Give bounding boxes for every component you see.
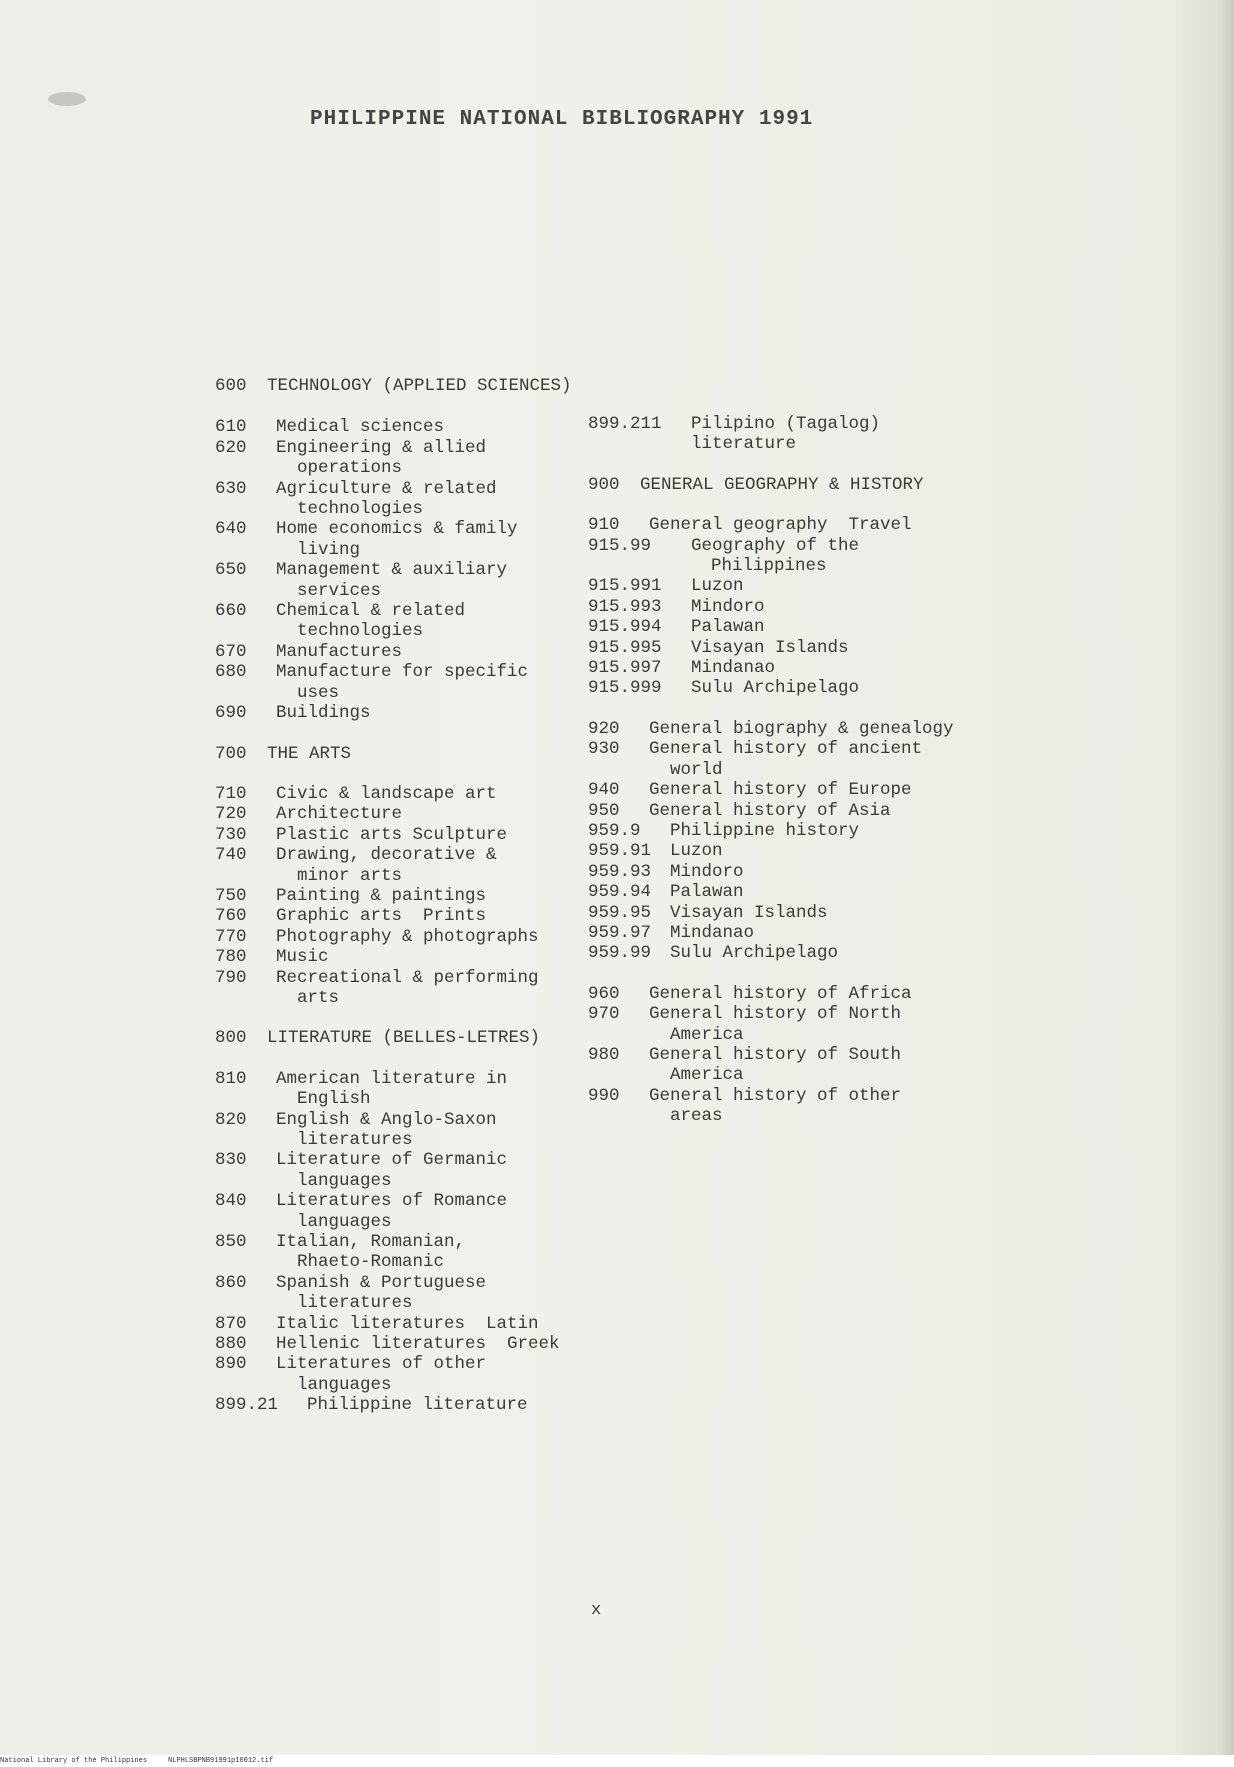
section-heading-900 [588,475,1008,495]
entry-910: 910 General geography Travel [588,515,912,536]
entry-870: 870 Italic literatures Latin [215,1313,539,1334]
entry-690: 690 Buildings [215,703,371,724]
entry-990: 990 General history of other [588,1085,902,1106]
entry-930: 930 General history of ancient [588,739,923,760]
section-number: 800 [215,1028,247,1049]
entry-930-continued: world [670,759,723,780]
entry-810-continued: English [297,1089,371,1110]
entry-790-continued: arts [297,987,340,1008]
entry-959-97: 959.97 Mindanao [588,922,755,943]
entry-650-continued: services [297,580,382,601]
scan-footer [0,1755,1234,1767]
entry-660: 660 Chemical & related [215,601,466,622]
entry-970-continued: America [670,1024,744,1045]
entry-680: 680 Manufacture for specific [215,662,529,683]
entry-959-9: 959.9 Philippine history [588,820,860,841]
entry-710: 710 Civic & landscape art [215,783,497,804]
entry-915-99: 915.99 Geography of the [588,535,860,556]
entry-950: 950 General history of Asia [588,800,891,821]
entry-620: 620 Engineering & allied [215,437,487,458]
entry-850: 850 Italian, Romanian, [215,1232,466,1253]
entry-810: 810 American literature in [215,1068,508,1089]
entry-680-continued: uses [297,682,340,703]
section-heading-700 [215,744,575,764]
entry-920: 920 General biography & genealogy [588,718,954,739]
entry-630-continued: technologies [297,499,424,520]
section-label: THE ARTS [267,743,352,764]
entry-640-continued: living [297,539,361,560]
entry-730: 730 Plastic arts Sculpture [215,824,508,845]
entry-970: 970 General history of North [588,1004,902,1025]
entry-650: 650 Management & auxiliary [215,560,508,581]
entry-660-continued: technologies [297,621,424,642]
entry-899-211-continued: literature [691,434,797,455]
entry-840: 840 Literatures of Romance [215,1191,508,1212]
entry-830-continued: languages [297,1170,392,1191]
entry-820-continued: literatures [297,1130,413,1150]
entry-915-997: 915.997 Mindanao [588,658,776,679]
entry-959-99: 959.99 Sulu Archipelago [588,943,839,964]
entry-990-continued: areas [670,1106,723,1127]
entry-880: 880 Hellenic literatures Greek [215,1334,560,1355]
entry-860-continued: literatures [297,1293,413,1314]
entry-670: 670 Manufactures [215,641,403,662]
section-number: 600 [215,376,247,396]
section-label: GENERAL GEOGRAPHY & HISTORY [640,474,924,495]
entry-980-continued: America [670,1065,744,1086]
entry-850-continued: Rhaeto-Romanic [297,1252,445,1273]
entry-890-continued: languages [297,1374,392,1395]
entry-899-211: 899.211 Pilipino (Tagalog) [588,414,881,434]
entry-750: 750 Painting & paintings [215,885,487,906]
entry-630: 630 Agriculture & related [215,478,497,499]
entry-980: 980 General history of South [588,1044,902,1065]
page-edge-shadow [1216,0,1234,1767]
entry-610: 610 Medical sciences [215,417,445,438]
entry-770: 770 Photography & photographs [215,926,539,947]
entry-899-21: 899.21 Philippine literature [215,1395,528,1416]
entry-830: 830 Literature of Germanic [215,1150,508,1171]
section-label: TECHNOLOGY (APPLIED SCIENCES) [267,376,572,396]
entry-640: 640 Home economics & family [215,519,518,540]
entry-720: 720 Architecture [215,804,403,825]
page-title: PHILIPPINE NATIONAL BIBLIOGRAPHY 1991 [310,108,814,131]
entry-959-94: 959.94 Palawan [588,882,744,903]
entry-915-993: 915.993 Mindoro [588,596,765,617]
entry-915-995: 915.995 Visayan Islands [588,637,849,658]
ink-smudge [48,92,86,106]
entry-915-991: 915.991 Luzon [588,576,744,597]
entry-959-91: 959.91 Luzon [588,841,723,862]
entry-620-continued: operations [297,458,403,479]
section-heading-800 [215,1028,575,1048]
entry-790: 790 Recreational & performing [215,967,539,988]
page-number: x [591,1601,602,1620]
footer-institution: National Library of the Philippines [0,1757,148,1765]
entry-959-93: 959.93 Mindoro [588,861,744,882]
entry-820: 820 English & Anglo-Saxon [215,1109,497,1130]
footer-filename: NLPHLSBPNB91991p10012.tif [168,1757,274,1765]
section-label: LITERATURE (BELLES-LETRES) [267,1028,541,1049]
entry-940: 940 General history of Europe [588,780,912,801]
section-heading-600 [215,376,575,396]
entry-960: 960 General history of Africa [588,983,912,1004]
entry-860: 860 Spanish & Portuguese [215,1272,487,1293]
entry-915-994: 915.994 Palawan [588,617,765,638]
entry-740-continued: minor arts [297,865,403,886]
right-column [588,414,1008,1127]
entry-915-99-continued: Philippines [711,556,827,577]
entry-915-999: 915.999 Sulu Archipelago [588,678,860,699]
section-number: 900 [588,474,620,495]
entry-740: 740 Drawing, decorative & [215,845,497,866]
entry-760: 760 Graphic arts Prints [215,906,487,927]
left-column [215,376,575,1416]
entry-840-continued: languages [297,1211,392,1232]
entry-959-95: 959.95 Visayan Islands [588,902,828,923]
section-number: 700 [215,743,247,764]
entry-780: 780 Music [215,947,329,968]
entry-890: 890 Literatures of other [215,1354,487,1375]
